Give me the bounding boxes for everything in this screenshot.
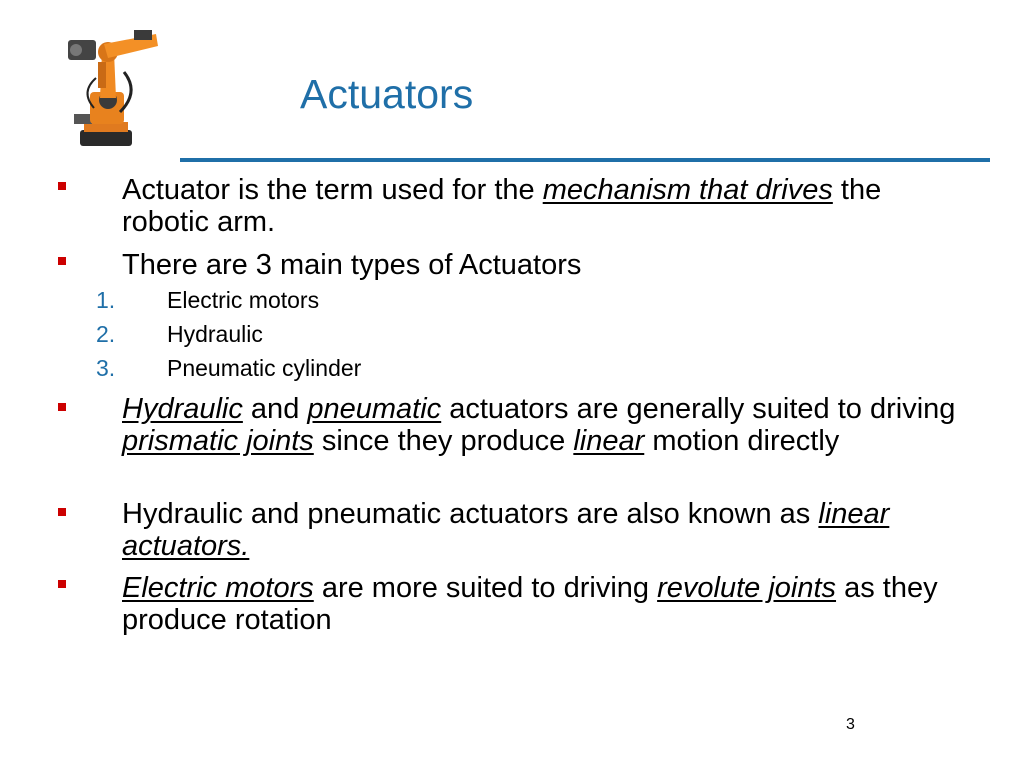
- bullet-text: actuators are generally suited to driving: [441, 393, 956, 425]
- bullet-marker: [58, 508, 66, 516]
- bullet-text: the robotic arm.: [122, 174, 882, 238]
- bullet-item-linear-actuators: [122, 498, 972, 562]
- emphasized-term: Hydraulic: [122, 393, 243, 425]
- bullet-text: Actuator is the term used for the: [122, 174, 543, 206]
- bullet-item-actuator-definition: [122, 174, 972, 238]
- bullet-marker: [58, 580, 66, 588]
- emphasized-term: Electric motors: [122, 572, 314, 604]
- bullet-marker: [58, 257, 66, 265]
- emphasized-term: mechanism that drives: [542, 174, 833, 206]
- list-number: 3.: [96, 355, 116, 381]
- emphasized-term: prismatic joints: [122, 425, 314, 457]
- bullet-text: and: [242, 393, 308, 425]
- bullet-text: as they produce rotation: [122, 572, 938, 636]
- bullet-text: There are 3 main types of Actuators: [122, 249, 582, 281]
- list-number: 1.: [96, 287, 116, 313]
- bullet-text: are more suited to driving: [313, 572, 658, 604]
- list-item-electric-motors: Electric motors: [167, 287, 320, 313]
- bullet-text: Hydraulic and pneumatic actuators are also known as: [122, 498, 819, 530]
- bullet-marker: [58, 182, 66, 190]
- emphasized-term: pneumatic: [307, 393, 442, 425]
- bullet-marker: [58, 403, 66, 411]
- emphasized-term: revolute joints: [657, 572, 837, 604]
- bullet-text: since they produce: [313, 425, 574, 457]
- list-item-hydraulic: Hydraulic: [167, 321, 263, 347]
- bullet-text: motion directly: [644, 425, 840, 457]
- bullet-item-electric-motors-revolute: [122, 572, 972, 636]
- list-item-pneumatic-cylinder: Pneumatic cylinder: [167, 355, 362, 381]
- slide-title: Actuators: [300, 71, 474, 117]
- bullet-item-hydraulic-pneumatic-prismatic: [122, 393, 972, 457]
- list-number: 2.: [96, 321, 116, 347]
- emphasized-term: linear: [573, 425, 645, 457]
- page-number: 3: [846, 716, 855, 733]
- bullet-item-types-count: [122, 249, 972, 281]
- emphasized-term: linear actuators.: [122, 498, 890, 562]
